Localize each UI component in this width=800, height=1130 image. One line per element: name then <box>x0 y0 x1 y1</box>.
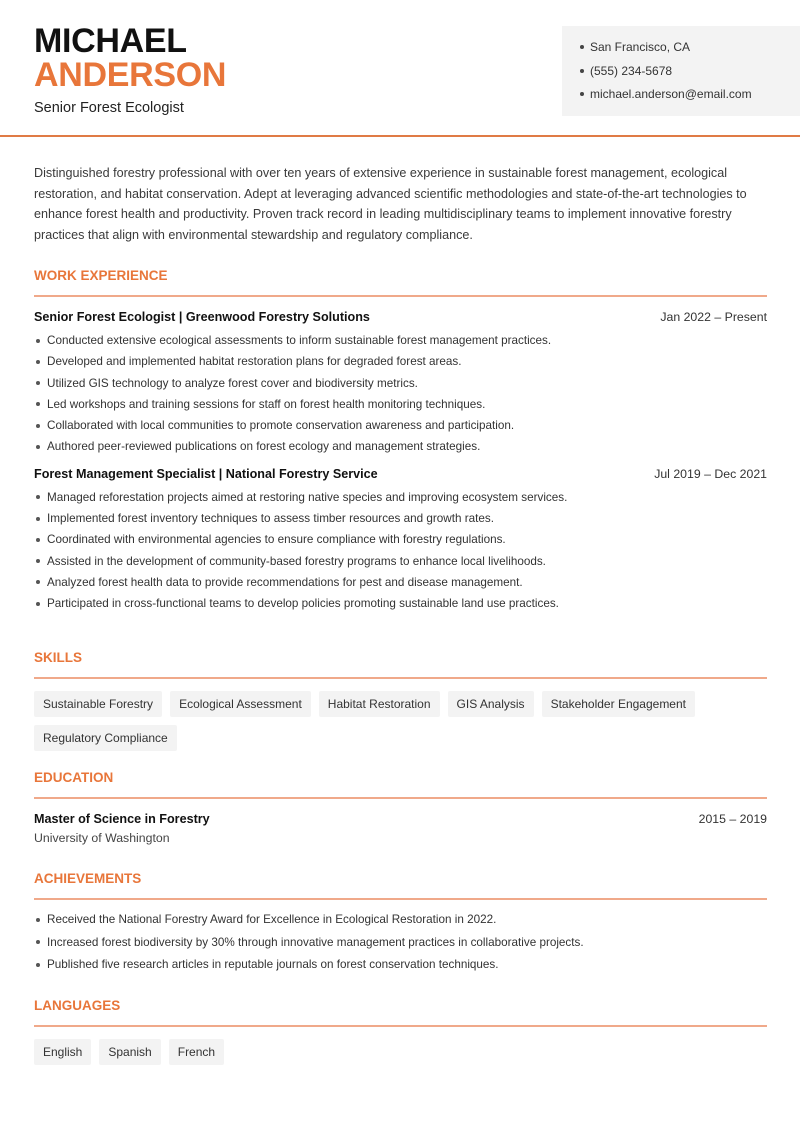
language-tag: English <box>34 1039 91 1065</box>
bullet-icon <box>36 495 40 499</box>
list-item: Analyzed forest health data to provide recommendations for pest and disease management. <box>34 575 767 596</box>
last-name: ANDERSON <box>34 56 227 94</box>
summary-paragraph: Distinguished forestry professional with over ten years of extensive experience in sustainable forest management, ecological restoration, and habitat conservation. Adept at leveraging advanced scientific methodologies and state-of-the-art technologies to enhance forest health and productivity. Proven track record in leading multidisciplinary teams to implement innovative forestry practices that align with environmental stewardship and regulatory compliance. <box>34 166 747 243</box>
list-item: Collaborated with local communities to promote conservation awareness and participation. <box>34 418 767 439</box>
bullet-icon <box>36 445 40 449</box>
contact-location <box>580 39 800 63</box>
list-item: Coordinated with environmental agencies to ensure compliance with forestry regulations. <box>34 532 767 553</box>
section-divider <box>34 1025 767 1027</box>
list-item: Utilized GIS technology to analyze forest cover and biodiversity metrics. <box>34 376 767 397</box>
list-item: Implemented forest inventory techniques to assess timber resources and growth rates. <box>34 511 767 532</box>
bullet-icon <box>580 45 584 49</box>
section-heading: WORK EXPERIENCE <box>34 268 168 283</box>
section-heading: SKILLS <box>34 650 83 665</box>
skills-tags <box>34 691 767 751</box>
list-item: Authored peer-reviewed publications on forest ecology and management strategies. <box>34 439 767 460</box>
location-text: San Francisco, CA <box>590 40 691 54</box>
bullet-icon <box>36 580 40 584</box>
education-date: 2015 – 2019 <box>698 812 767 826</box>
bullet-icon <box>580 92 584 96</box>
list-item: Developed and implemented habitat restoration plans for degraded forest areas. <box>34 354 767 375</box>
list-item: Led workshops and training sessions for staff on forest health monitoring techniques. <box>34 397 767 418</box>
bullet-icon <box>36 538 40 542</box>
job-entry-date: Jul 2019 – Dec 2021 <box>654 466 767 481</box>
job-bullets <box>34 490 767 618</box>
list-item: Participated in cross-functional teams to develop policies promoting sustainable land use practices. <box>34 596 767 617</box>
list-item: Assisted in the development of community-based forestry programs to enhance local livelihoods. <box>34 554 767 575</box>
education-section <box>34 768 767 845</box>
bullet-icon <box>36 602 40 606</box>
skill-tag: Habitat Restoration <box>319 691 440 717</box>
skill-tag: Stakeholder Engagement <box>542 691 695 717</box>
email-text[interactable]: michael.anderson@email.com <box>590 87 752 101</box>
job-entry <box>34 310 767 461</box>
language-tag: Spanish <box>99 1039 160 1065</box>
bullet-icon <box>36 559 40 563</box>
section-heading: LANGUAGES <box>34 998 121 1013</box>
first-name: MICHAEL <box>34 22 187 60</box>
section-heading: EDUCATION <box>34 770 114 785</box>
skill-tag: Regulatory Compliance <box>34 725 177 751</box>
skill-tag: Ecological Assessment <box>170 691 311 717</box>
section-divider <box>34 797 767 799</box>
skills-section <box>34 648 767 751</box>
bullet-icon <box>36 424 40 428</box>
achievements-section <box>34 869 767 980</box>
bullet-icon <box>580 69 584 73</box>
skill-tag: GIS Analysis <box>448 691 534 717</box>
skill-tag: Sustainable Forestry <box>34 691 162 717</box>
work-experience-section <box>34 266 767 618</box>
contact-email <box>580 86 800 110</box>
contact-phone <box>580 63 800 87</box>
language-tags <box>34 1039 767 1065</box>
section-divider <box>34 898 767 900</box>
list-item: Conducted extensive ecological assessments to inform sustainable forest management practices. <box>34 333 767 354</box>
bullet-icon <box>36 339 40 343</box>
job-entry-title: Forest Management Specialist | National Forestry Service <box>34 466 378 481</box>
section-divider <box>34 295 767 297</box>
list-item: Received the National Forestry Award for Excellence in Ecological Restoration in 2022. <box>34 912 767 935</box>
bullet-icon <box>36 963 40 967</box>
job-entry-title: Senior Forest Ecologist | Greenwood Forestry Solutions <box>34 310 370 324</box>
phone-text[interactable]: (555) 234-5678 <box>590 63 673 78</box>
bullet-icon <box>36 517 40 521</box>
language-tag: French <box>169 1039 224 1065</box>
section-divider <box>34 677 767 679</box>
school-name: University of Washington <box>34 831 170 845</box>
job-entry-date: Jan 2022 – Present <box>660 310 767 324</box>
achievement-bullets <box>34 912 767 980</box>
list-item: Published five research articles in reputable journals on forest conservation techniques. <box>34 957 767 980</box>
degree-title: Master of Science in Forestry <box>34 812 210 826</box>
list-item: Managed reforestation projects aimed at restoring native species and improving ecosystem services. <box>34 490 767 511</box>
job-title: Senior Forest Ecologist <box>34 100 184 116</box>
list-item: Increased forest biodiversity by 30% through innovative management practices in collaborative projects. <box>34 935 767 958</box>
bullet-icon <box>36 381 40 385</box>
languages-section <box>34 996 767 1065</box>
bullet-icon <box>36 918 40 922</box>
resume-header <box>0 0 800 137</box>
bullet-icon <box>36 940 40 944</box>
bullet-icon <box>36 402 40 406</box>
job-entry <box>34 467 767 618</box>
job-bullets <box>34 333 767 461</box>
contact-box <box>562 26 800 116</box>
bullet-icon <box>36 360 40 364</box>
section-heading: ACHIEVEMENTS <box>34 871 142 886</box>
